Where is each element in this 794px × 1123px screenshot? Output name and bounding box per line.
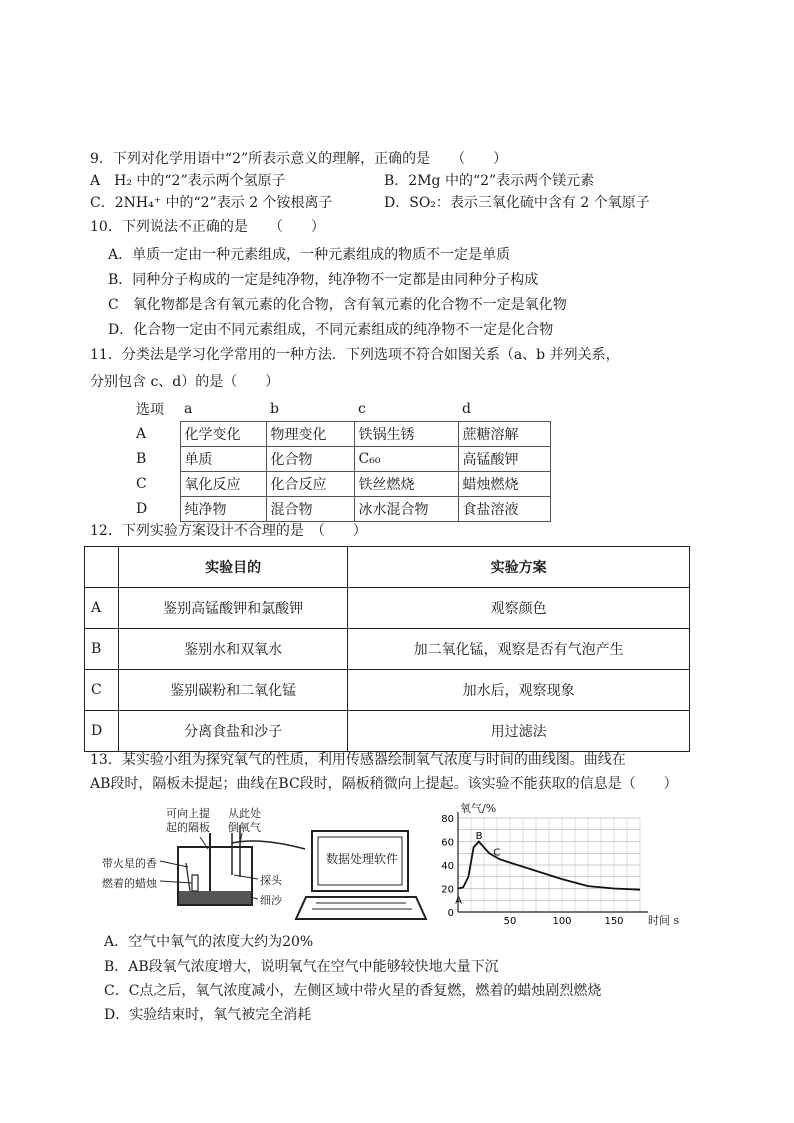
q13-option-d: D．实验结束时，氧气被完全消耗 [104, 1007, 312, 1023]
y-tick-label: 0 [447, 908, 454, 919]
q12-header-goal: 实验目的 [119, 547, 348, 588]
q11-header-option: 选项 [136, 402, 164, 419]
chart-xlabel: 时间 s [648, 914, 680, 927]
q11-cell: D [136, 501, 148, 517]
q10-option-d: D．化合物一定由不同元素组成，不同元素组成的纯净物不一定是化合物 [108, 322, 554, 338]
label-sand: 细沙 [260, 894, 282, 907]
x-tick-label: 150 [604, 916, 624, 927]
q13-option-b: B．AB段氧气浓度增大，说明氧气在空气中能够较快地大量下沉 [104, 959, 499, 975]
q11-cell: 化学变化 [180, 422, 266, 447]
q11-cell: 氧化反应 [180, 472, 266, 497]
q11-cell: 化合反应 [266, 472, 354, 497]
label-pour-line1: 从此处 [228, 807, 261, 820]
q11-cell: 物理变化 [266, 422, 354, 447]
label-probe: 探头 [260, 874, 282, 887]
q12-goal-cell: 分离食盐和沙子 [119, 711, 348, 752]
q11-row-a [132, 422, 550, 447]
q11-header-d: d [462, 401, 471, 417]
q11-cell: 铁锅生锈 [354, 422, 458, 447]
q12-row-label: B [85, 629, 119, 670]
y-tick-label: 80 [441, 814, 454, 825]
q12-goal-cell: 鉴别碳粉和二氧化锰 [119, 670, 348, 711]
point-label-b: B [475, 831, 483, 843]
q10-option-b: B．同种分子构成的一定是纯净物，纯净物不一定都是由同种分子构成 [108, 272, 539, 288]
apparatus-figure [100, 803, 430, 923]
label-candle: 燃着的蜡烛 [102, 877, 157, 890]
q12-stem: 12．下列实验方案设计不合理的是 （ ） [90, 523, 367, 539]
q11-cell: C₆₀ [354, 447, 458, 472]
q12-row-label: A [85, 588, 119, 629]
y-tick-label: 20 [441, 884, 454, 896]
q11-cell: A [136, 426, 147, 442]
q12-header-plan: 实验方案 [348, 547, 690, 588]
q12-row-label: D [85, 711, 119, 752]
q11-header-a: a [184, 401, 193, 417]
q12-row-label: C [85, 670, 119, 711]
q13-stem-line2: AB段时，隔板未提起；曲线在BC段时，隔板稍微向上提起。该实验不能获取的信息是（ ） [90, 776, 678, 792]
label-pour-line2: 倒氧气 [228, 821, 261, 834]
q12-plan-cell: 用过滤法 [348, 711, 690, 752]
q11-cell: C [136, 476, 147, 492]
q11-cell: B [136, 451, 147, 467]
laptop-software-label: 数据处理软件 [326, 852, 399, 866]
q13-stem-line1: 13．某实验小组为探究氧气的性质，利用传感器绘制氧气浓度与时间的曲线图。曲线在 [90, 752, 626, 768]
q11-row-c [132, 472, 550, 497]
y-tick-label: 60 [441, 837, 454, 849]
q9-option-d: D．SO₂：表示三氧化硫中含有 2 个氧原子 [384, 195, 650, 211]
q11-table [132, 397, 551, 522]
point-label-a: A [455, 895, 462, 907]
q13-option-a: A．空气中氧气的浓度大约为20% [104, 934, 314, 950]
q9-option-b: B．2Mg 中的“2”表示两个镁元素 [384, 173, 595, 189]
q11-cell: 单质 [180, 447, 266, 472]
q9-option-c: C．2NH₄⁺ 中的“2”表示 2 个铵根离子 [90, 195, 333, 211]
q11-header-c: c [358, 401, 366, 417]
q12-row-b [85, 629, 690, 670]
q12-table [84, 546, 690, 752]
oxygen-chart [430, 800, 690, 928]
q11-row-d [132, 497, 550, 522]
q9-stem: 9．下列对化学用语中“2”所表示意义的理解，正确的是 （ ） [90, 151, 508, 167]
q10-stem: 10．下列说法不正确的是 （ ） [90, 219, 325, 235]
q12-row-c [85, 670, 690, 711]
chart-ylabel: 氧气/% [460, 802, 497, 815]
label-incense: 带火星的香 [102, 857, 157, 870]
q11-cell: 铁丝燃烧 [354, 472, 458, 497]
x-tick-label: 50 [503, 916, 517, 927]
label-partition-line2: 起的隔板 [166, 821, 210, 834]
q10-option-a: A．单质一定由一种元素组成，一种元素组成的物质不一定是单质 [108, 247, 511, 263]
q11-cell: 纯净物 [180, 497, 266, 522]
q11-header-b: b [270, 401, 279, 417]
pointer-probe [234, 875, 258, 879]
point-label-c: C [493, 847, 501, 859]
q11-cell: 化合物 [266, 447, 354, 472]
x-tick-label: 100 [552, 916, 572, 927]
q11-stem-line2: 分别包含 c、d）的是（ ） [90, 374, 280, 390]
q11-row-b [132, 447, 550, 472]
q11-cell: 食盐溶液 [458, 497, 550, 522]
q11-stem-line1: 11．分类法是学习化学常用的一种方法．下列选项不符合如图关系（a、b 并列关系， [90, 347, 620, 363]
q12-header-row [85, 547, 690, 588]
q11-header-row [132, 397, 550, 422]
candle-body [192, 875, 198, 891]
q11-cell: 蜡烛燃烧 [458, 472, 550, 497]
q10-option-c: C 氧化物都是含有氧元素的化合物，含有氧元素的化合物不一定是氧化物 [108, 297, 567, 313]
q12-goal-cell: 鉴别高锰酸钾和氯酸钾 [119, 588, 348, 629]
q11-cell: 蔗糖溶解 [458, 422, 550, 447]
q12-plan-cell: 观察颜色 [348, 588, 690, 629]
laptop-keyboard [296, 897, 426, 919]
label-partition-line1: 可向上提 [166, 807, 210, 820]
q12-plan-cell: 加水后，观察现象 [348, 670, 690, 711]
y-tick-label: 40 [441, 861, 454, 872]
q13-option-c: C．C点之后，氧气浓度减小，左侧区域中带火星的香复燃，燃着的蜡烛剧烈燃烧 [104, 983, 602, 999]
q9-option-a: A H₂ 中的“2”表示两个氢原子 [90, 173, 286, 189]
q11-cell: 混合物 [266, 497, 354, 522]
oxygen-chart-svg [430, 800, 690, 928]
q12-row-d [85, 711, 690, 752]
pointer-incense [160, 861, 188, 867]
q11-cell: 冰水混合物 [354, 497, 458, 522]
pointer-candle [160, 881, 192, 883]
q12-header-blank [85, 547, 119, 588]
q12-goal-cell: 鉴别水和双氧水 [119, 629, 348, 670]
q12-plan-cell: 加二氧化锰，观察是否有气泡产生 [348, 629, 690, 670]
q11-cell: 高锰酸钾 [458, 447, 550, 472]
sand-layer [179, 891, 251, 904]
q12-row-a [85, 588, 690, 629]
